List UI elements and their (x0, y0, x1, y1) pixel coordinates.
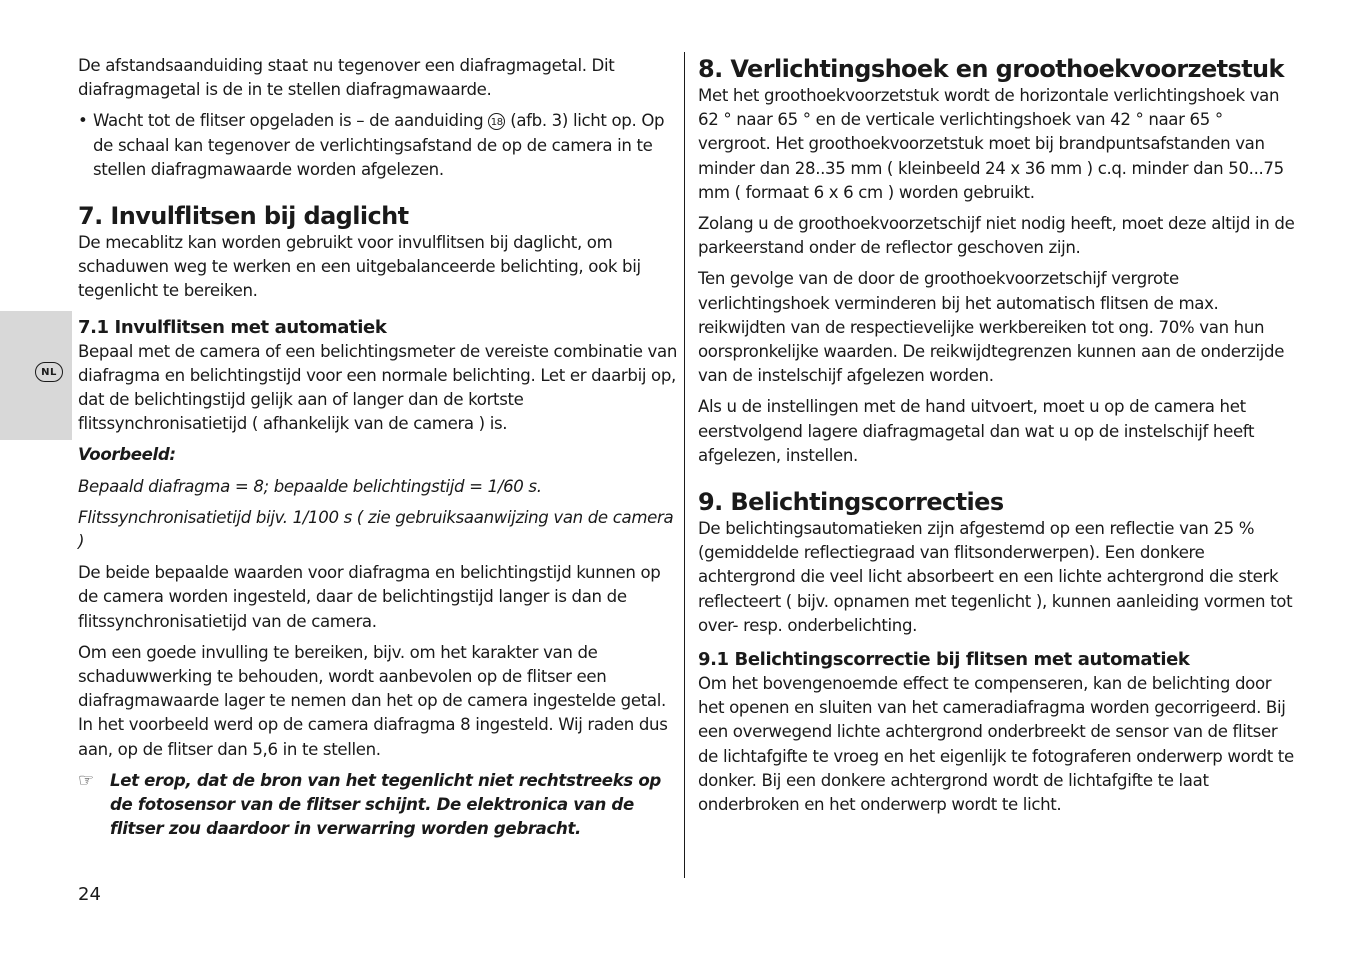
example-line-1: Bepaald diafragma = 8; bepaalde belichtingstijd = 1/60 s. (78, 476, 542, 496)
section-7-heading: 7. Invulflitsen bij daglicht (78, 202, 409, 231)
section-8-paragraph-2: Zolang u de groothoekvoorzetschijf niet nodig heeft, moet deze altijd in de parkeerstand onder de reflector geschoven zijn. (698, 214, 1295, 258)
example-label: Voorbeeld: (78, 445, 176, 465)
section-7-1-paragraph: Bepaal met de camera of een belichtingsmeter de vereiste combinatie van diafragma en belichtingstijd voor een normale belichting. Let er daarbij op, dat de belichtingstijd gelijk aan of langer dan de kortste flitssynchronisatietijd ( afhankelijk van de camera ) is. (78, 341, 678, 434)
section-8-paragraph-3: Ten gevolge van de door de groothoekvoorzetschijf vergrote verlichtingshoek verminderen bij het automatisch flitsen de max. reikwijdten van de respectievelijke werkbereiken tot ong. 70% van hun oorspronkelijke waarden. De reikwijdtegrenzen kunnen aan de onderzijde van de instelschijf afgelezen worden. (698, 269, 1285, 386)
section-9-1-heading: 9.1 Belichtingscorrectie bij flitsen met automatiek (698, 649, 1190, 671)
both-values-paragraph: De beide bepaalde waarden voor diafragma en belichtingstijd kunnen op de camera worden ingesteld, daar de belichtingstijd langer is dan de flitssynchronisatietijd van de camera. (78, 563, 661, 631)
section-8-paragraph-1: Met het groothoekvoorzetstuk wordt de horizontale verlichtingshoek van 62 ° naar 65 ° en de verticale verlichtingshoek van 42 ° naar 65 ° vergroot. Het groothoekvoorzetstuk moet bij brandpuntsafstanden van minder dan 28..35 mm ( kleinbeeld 24 x 36 mm ) c.q. minder dan 50...75 mm ( formaat 6 x 6 cm ) worden gebruikt. (698, 86, 1284, 202)
note-paragraph (78, 769, 678, 842)
fill-paragraph: Om een goede invulling te bereiken, bijv. om het karakter van de schaduwwerking te behouden, wordt aanbevolen op de flitser een diafragmawaarde lager te nemen dan het op de camera ingestelde getal. In het voorbeeld werd op de camera diafragma 8 ingesteld. Wij raden dus aan, op de flitser dan 5,6 in te stellen. (78, 642, 668, 759)
section-9-1-paragraph: Om het bovengenoemde effect te compenseren, kan de belichting door het openen en sluiten van het cameradiafragma worden gecorrigeerd. Bij een overwegend lichte achtergrond onderbreekt de sensor van de flitser de lichtafgifte te vroeg en het eigenlijk te fotograferen onderwerp wordt te donker. Bij een donkere achtergrond wordt de lichtafgifte te laat onderbroken en het onderwerp wordt te licht. (698, 674, 1294, 815)
bullet-text-b: (afb. 3) licht op. Op de schaal kan tegenover de verlichtingsafstand de op de camera in te stellen diafragmawaarde worden afgelezen. (93, 111, 665, 179)
section-8-heading: 8. Verlichtingshoek en groothoekvoorzetstuk (698, 55, 1284, 83)
bullet-text-a: Wacht tot de flitser opgeladen is – de aanduiding (93, 111, 484, 131)
left-column (78, 54, 678, 848)
section-9-paragraph: De belichtingsautomatieken zijn afgestemd op een reflectie van 25 % (gemiddelde reflectiegraad van flitsonderwerpen). Een donkere achtergrond die veel licht absorbeert en een lichte achtergrond die sterk reflecteert ( bijv. opnamen met tegenlicht ), kunnen aanleiding vormen tot over- resp. onderbelichting. (698, 519, 1293, 635)
language-badge: NL (35, 362, 63, 382)
right-column (698, 54, 1300, 824)
page-number: 24 (78, 884, 101, 905)
section-9-heading: 9. Belichtingscorrecties (698, 488, 1004, 517)
section-7-1-heading: 7.1 Invulflitsen met automatiek (78, 316, 387, 338)
intro-paragraph: De afstandsaanduiding staat nu tegenover een diafragmagetal. Dit diafragmagetal is de in te stellen diafragmawaarde. (78, 56, 615, 100)
note-text: Let erop, dat de bron van het tegenlicht niet rechtstreeks op de fotosensor van de flitser schijnt. De elektronica van de flitser zou daardoor in verwarring worden gebracht. (110, 770, 661, 839)
section-8-paragraph-4: Als u de instellingen met de hand uitvoert, moet u op de camera het eerstvolgend lagere diafragmagetal dan wat u op de instelschijf heeft afgelezen, instellen. (698, 397, 1255, 465)
bullet-icon: • (78, 111, 88, 131)
section-7-paragraph: De mecablitz kan worden gebruikt voor invulflitsen bij daglicht, om schaduwen weg te werken en een uitgebalanceerde belichting, ook bij tegenlicht te bereiken. (78, 233, 641, 301)
reference-number-icon: 18 (488, 113, 505, 130)
bullet-item (78, 109, 678, 182)
pointing-hand-icon: ☞ (78, 769, 94, 791)
example-line-2: Flitssynchronisatietijd bijv. 1/100 s ( zie gebruiksaanwijzing van de camera ) (78, 507, 674, 552)
column-divider (684, 52, 685, 878)
